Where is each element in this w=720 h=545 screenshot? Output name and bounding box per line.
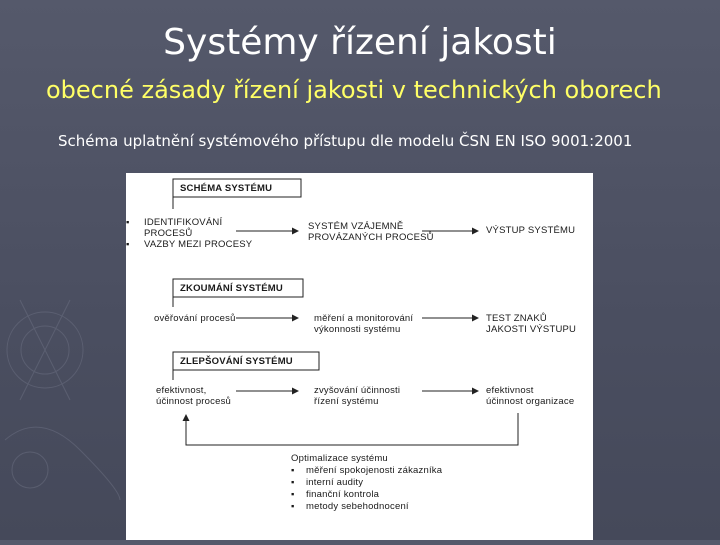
slide-title: Systémy řízení jakosti (163, 22, 557, 63)
optimization-item: metody sebehodnocení (306, 501, 409, 512)
bullet-icon: ▪ (291, 477, 295, 488)
bullet-icon: ▪ (126, 217, 130, 228)
bullet-icon: ▪ (126, 239, 130, 250)
section2-header: ZKOUMÁNÍ SYSTÉMU (180, 283, 283, 294)
section3-middle-1: zvyšování účinnosti (314, 385, 401, 396)
slide-subtitle: obecné zásady řízení jakosti v technických oborech (46, 76, 662, 104)
section1-output: VÝSTUP SYSTÉMU (486, 225, 576, 236)
section1-middle-2: PROVÁZANÝCH PROCESŮ (308, 232, 434, 243)
section2-output-1: TEST ZNAKŮ (486, 313, 547, 324)
optimization-title: Optimalizace systému (291, 453, 388, 464)
system-diagram (126, 173, 593, 540)
optimization-item: finanční kontrola (306, 489, 380, 500)
section2-middle-2: výkonnosti systému (314, 324, 401, 335)
section1-input-1b: PROCESŮ (144, 228, 193, 239)
bullet-icon: ▪ (291, 501, 295, 512)
bullet-icon: ▪ (291, 465, 295, 476)
section1-input-2: VAZBY MEZI PROCESY (144, 239, 253, 250)
section1-middle-1: SYSTÉM VZÁJEMNĚ (308, 221, 404, 232)
section2-middle-1: měření a monitorování (314, 313, 414, 324)
diagram-caption: Schéma uplatnění systémového přístupu dle modelu ČSN EN ISO 9001:2001 (58, 132, 633, 150)
bullet-icon: ▪ (291, 489, 295, 500)
optimization-item: interní audity (306, 477, 364, 488)
section3-output-2: účinnost organizace (486, 396, 575, 407)
section3-input-1: efektivnost, (156, 385, 207, 396)
optimization-item: měření spokojenosti zákazníka (306, 465, 443, 476)
section3-header: ZLEPŠOVÁNÍ SYSTÉMU (180, 356, 293, 367)
section1-input-1: IDENTIFIKOVÁNÍ (144, 217, 223, 228)
section3-output-1: efektivnost (486, 385, 534, 396)
section3-input-2: účinnost procesů (156, 396, 232, 407)
section1-header: SCHÉMA SYSTÉMU (180, 183, 273, 194)
section2-output-2: JAKOSTI VÝSTUPU (486, 324, 577, 335)
feedback-loop-line (186, 413, 518, 445)
background-decoration (0, 240, 130, 540)
section3-middle-2: řízení systému (314, 396, 379, 407)
section2-input: ověřování procesů (154, 313, 236, 324)
